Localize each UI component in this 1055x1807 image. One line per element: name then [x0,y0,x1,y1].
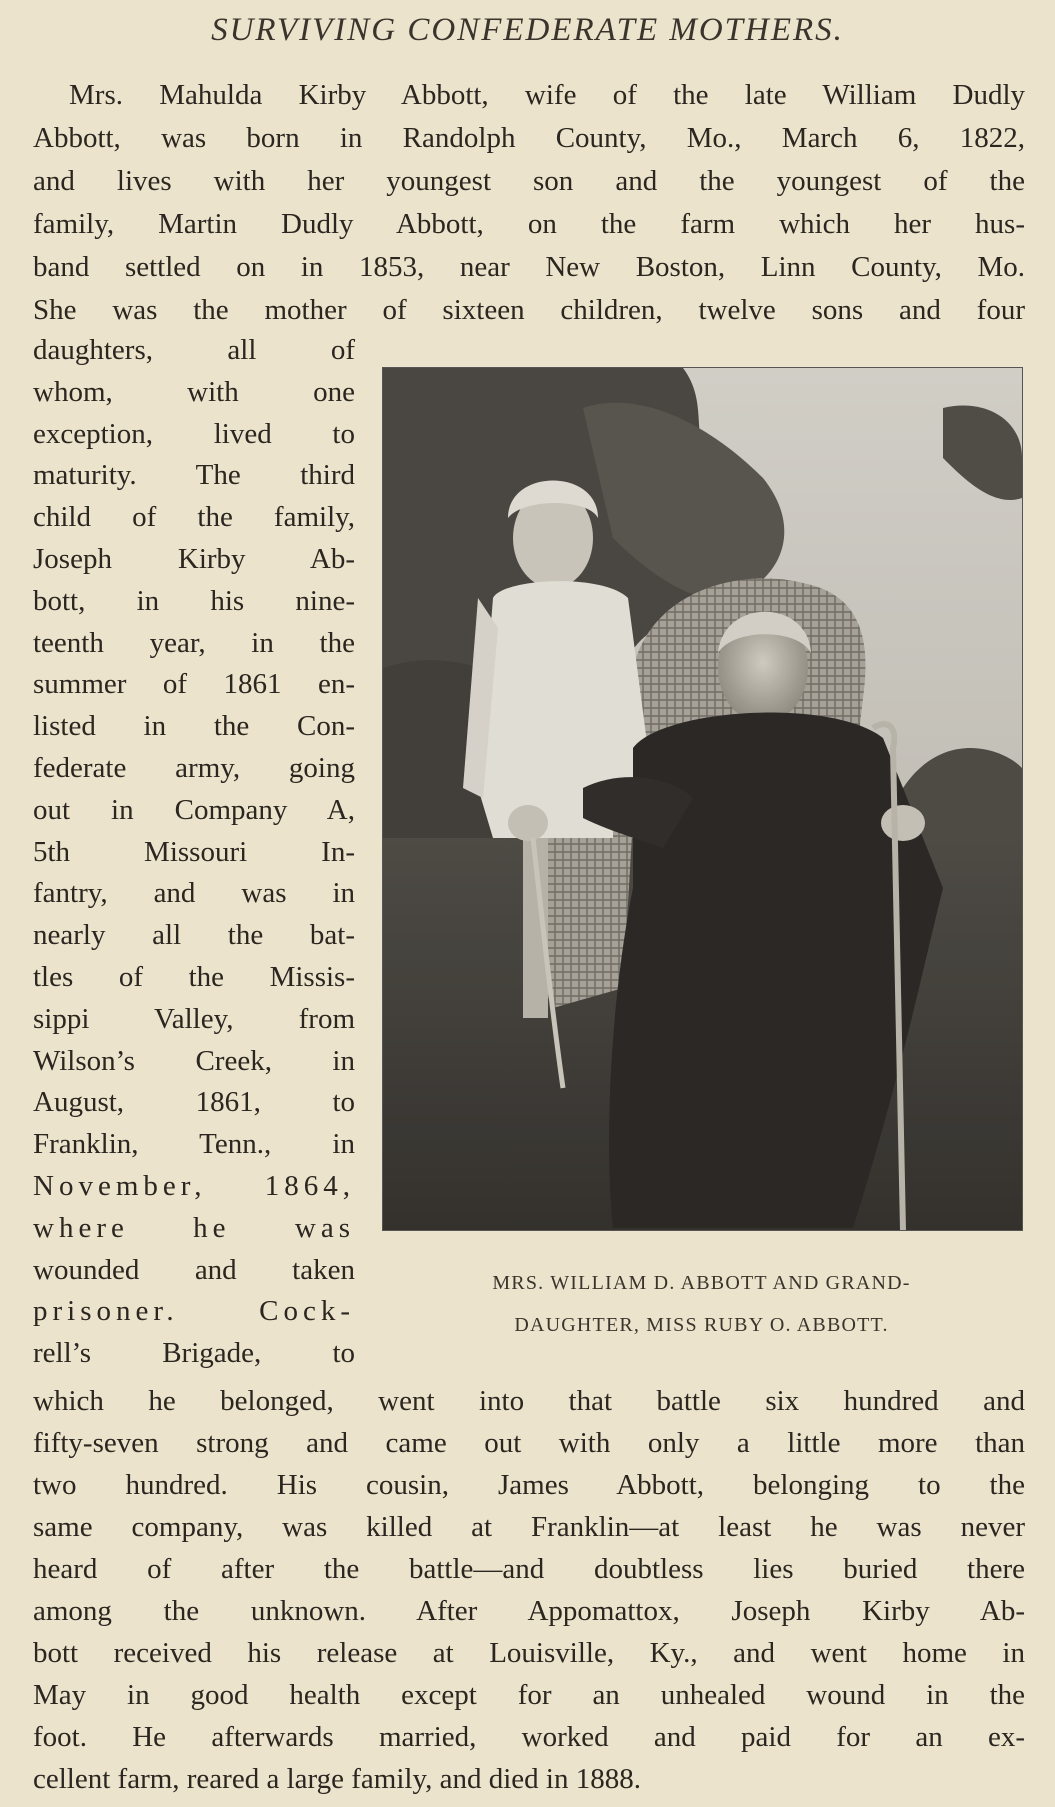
outro-line: May in good health except for an unhealed wound in the [33,1679,1025,1711]
outro-line: fifty-seven strong and came out with only a little more than [33,1427,1025,1459]
column-line: exception, lived to [33,417,355,450]
column-line: federate army, going [33,751,355,784]
column-line: wounded and taken [33,1253,355,1286]
column-line: listed in the Con- [33,710,355,743]
column-line: fantry, and was in [33,877,355,910]
column-line: November, 1864, [33,1169,355,1202]
column-line: Wilson’s Creek, in [33,1044,355,1077]
outro-line: bott received his release at Louisville, Ky., and went home in [33,1637,1025,1669]
page-title: SURVIVING CONFEDERATE MOTHERS. [211,12,844,48]
intro-line: She was the mother of sixteen children, twelve sons and four [33,294,1025,326]
column-line: rell’s Brigade, to [33,1337,355,1370]
column-line: sippi Valley, from [33,1002,355,1035]
outro-line: heard of after the battle—and doubtless lies buried there [33,1553,1025,1585]
outro-line: which he belonged, went into that battle six hundred and [33,1385,1025,1417]
column-line: Franklin, Tenn., in [33,1128,355,1161]
portrait-photo [382,367,1023,1231]
intro-line: Abbott, was born in Randolph County, Mo., March 6, 1822, [33,122,1025,154]
column-line: whom, with one [33,375,355,408]
caption-line: DAUGHTER, MISS RUBY O. ABBOTT. [514,1314,889,1336]
column-line: 5th Missouri In- [33,835,355,868]
outro-line: among the unknown. After Appomattox, Joseph Kirby Ab- [33,1595,1025,1627]
column-line: daughters, all of [33,334,355,366]
intro-line: family, Martin Dudly Abbott, on the farm which her hus- [33,208,1025,240]
column-line: summer of 1861 en- [33,668,355,701]
outro-line: cellent farm, reared a large family, and died in 1888. [33,1763,641,1795]
column-line: Joseph Kirby Ab- [33,542,355,575]
column-line: prisoner. Cock- [33,1295,355,1328]
intro-line: band settled on in 1853, near New Boston, Linn County, Mo. [33,251,1025,283]
intro-line: and lives with her youngest son and the youngest of the [33,165,1025,197]
outro-line: same company, was killed at Franklin—at least he was never [33,1511,1025,1543]
outro-line: two hundred. His cousin, James Abbott, belonging to the [33,1469,1025,1501]
column-line: August, 1861, to [33,1086,355,1119]
intro-line: Mrs. Mahulda Kirby Abbott, wife of the late William Dudly [69,79,1025,111]
column-line: out in Company A, [33,793,355,826]
column-line: teenth year, in the [33,626,355,659]
caption-line: MRS. WILLIAM D. ABBOTT AND GRAND- [492,1272,911,1294]
column-line: tles of the Missis- [33,960,355,993]
column-line: bott, in his nine- [33,584,355,617]
photo-caption [382,1262,1021,1346]
column-line: nearly all the bat- [33,919,355,952]
column-line: child of the family, [33,501,355,534]
column-line: where he was [33,1211,355,1244]
portrait-photo-image [383,368,1022,1230]
outro-line: foot. He afterwards married, worked and paid for an ex- [33,1721,1025,1753]
column-line: maturity. The third [33,459,355,492]
narrow-column [33,330,355,1375]
